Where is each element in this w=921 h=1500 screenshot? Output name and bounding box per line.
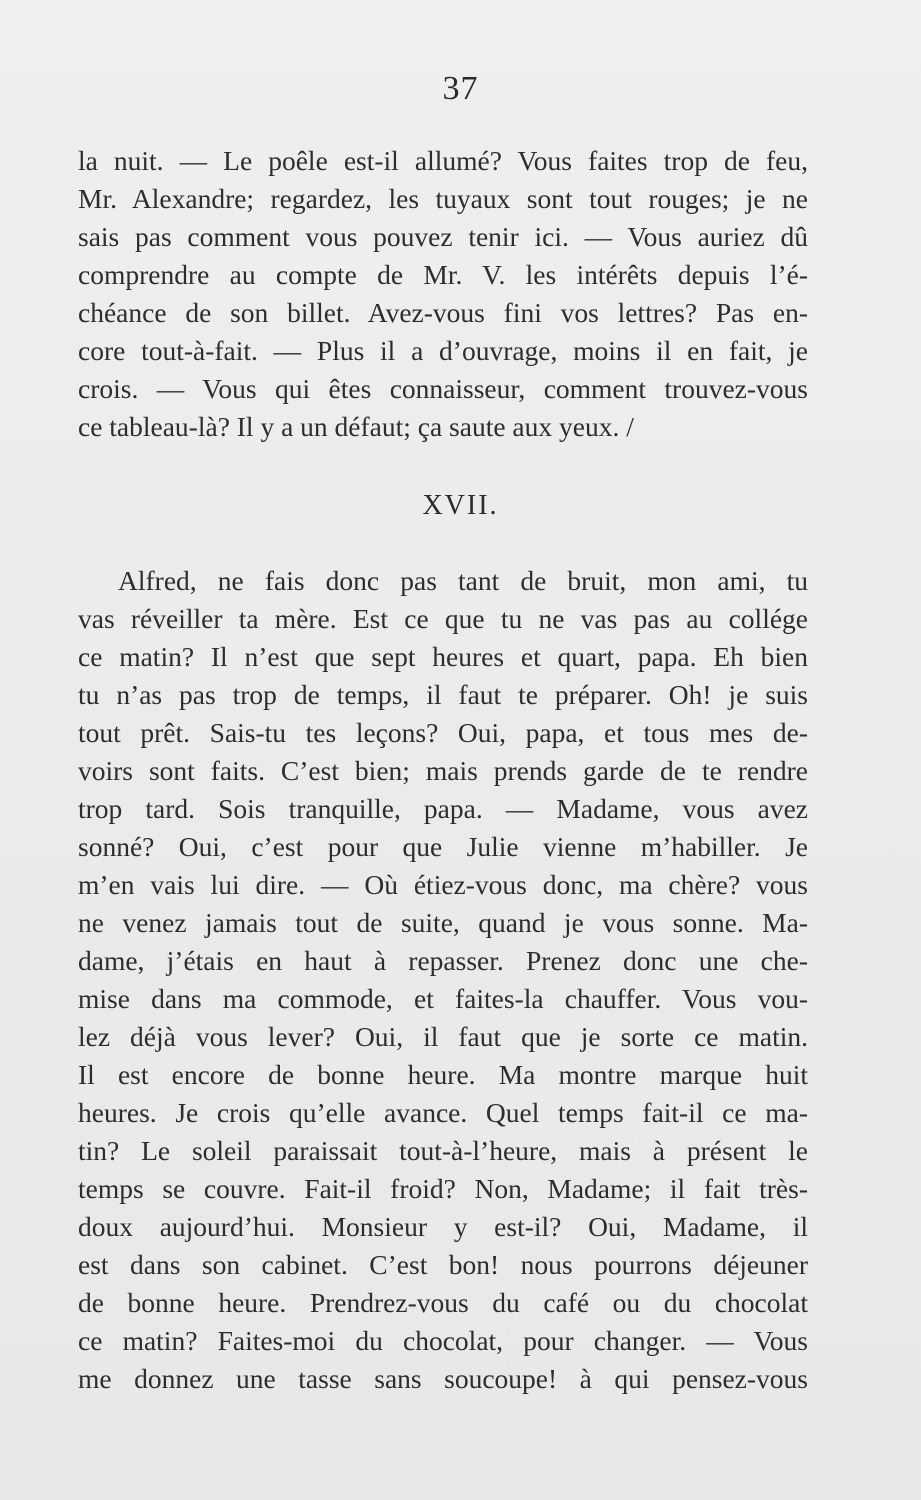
text-line: voirs sont faits. C’est bien; mais prends garde de te rendre xyxy=(78,755,808,786)
text-line: tu n’as pas trop de temps, il faut te préparer. Oh! je suis xyxy=(78,679,808,710)
section-heading: XVII. xyxy=(422,490,499,521)
text-line: comprendre au compte de Mr. V. les intérêts depuis l’é- xyxy=(78,259,808,290)
text-line: tin? Le soleil paraissait tout-à-l’heure, mais à présent le xyxy=(78,1135,808,1166)
text-line: trop tard. Sois tranquille, papa. — Madame, vous avez xyxy=(78,793,808,824)
text-line: me donnez une tasse sans soucoupe! à qui pensez-vous xyxy=(78,1363,808,1394)
text-line: Mr. Alexandre; regardez, les tuyaux sont tout rouges; je ne xyxy=(78,183,808,214)
text-line: m’en vais lui dire. — Où étiez-vous donc, ma chère? vous xyxy=(78,869,808,900)
text-line: chéance de son billet. Avez-vous fini vos lettres? Pas en- xyxy=(78,297,808,328)
text-line: ce matin? Il n’est que sept heures et quart, papa. Eh bien xyxy=(78,641,808,672)
text-line: Alfred, ne fais donc pas tant de bruit, mon ami, tu xyxy=(118,565,808,596)
text-line: doux aujourd’hui. Monsieur y est-il? Oui, Madame, il xyxy=(78,1211,808,1242)
text-line: Il est encore de bonne heure. Ma montre marque huit xyxy=(78,1059,808,1090)
text-line: core tout-à-fait. — Plus il a d’ouvrage, moins il en fait, je xyxy=(78,335,808,366)
text-line: heures. Je crois qu’elle avance. Quel temps fait-il ce ma- xyxy=(78,1097,808,1128)
text-line: vas réveiller ta mère. Est ce que tu ne vas pas au collége xyxy=(78,603,808,634)
text-line: lez déjà vous lever? Oui, il faut que je sorte ce matin. xyxy=(78,1021,808,1052)
text-line: est dans son cabinet. C’est bon! nous pourrons déjeuner xyxy=(78,1249,808,1280)
text-line: sais pas comment vous pouvez tenir ici. — Vous auriez dû xyxy=(78,221,808,252)
text-line: dame, j’étais en haut à repasser. Prenez donc une che- xyxy=(78,945,808,976)
text-line: temps se couvre. Fait-il froid? Non, Madame; il fait très- xyxy=(78,1173,808,1204)
text-line: mise dans ma commode, et faites-la chauffer. Vous vou- xyxy=(78,983,808,1014)
text-line: la nuit. — Le poêle est-il allumé? Vous faites trop de feu, xyxy=(78,145,808,176)
text-line: ce tableau-là? Il y a un défaut; ça saute aux yeux. / xyxy=(78,411,634,442)
text-line: de bonne heure. Prendrez-vous du café ou du chocolat xyxy=(78,1287,808,1318)
page-number: 37 xyxy=(442,70,479,107)
text-line: ce matin? Faites-moi du chocolat, pour changer. — Vous xyxy=(78,1325,808,1356)
text-line: sonné? Oui, c’est pour que Julie vienne m’habiller. Je xyxy=(78,831,808,862)
text-line: ne venez jamais tout de suite, quand je vous sonne. Ma- xyxy=(78,907,808,938)
text-line: tout prêt. Sais-tu tes leçons? Oui, papa, et tous mes de- xyxy=(78,717,808,748)
text-line: crois. — Vous qui êtes connaisseur, comment trouvez-vous xyxy=(78,373,808,404)
